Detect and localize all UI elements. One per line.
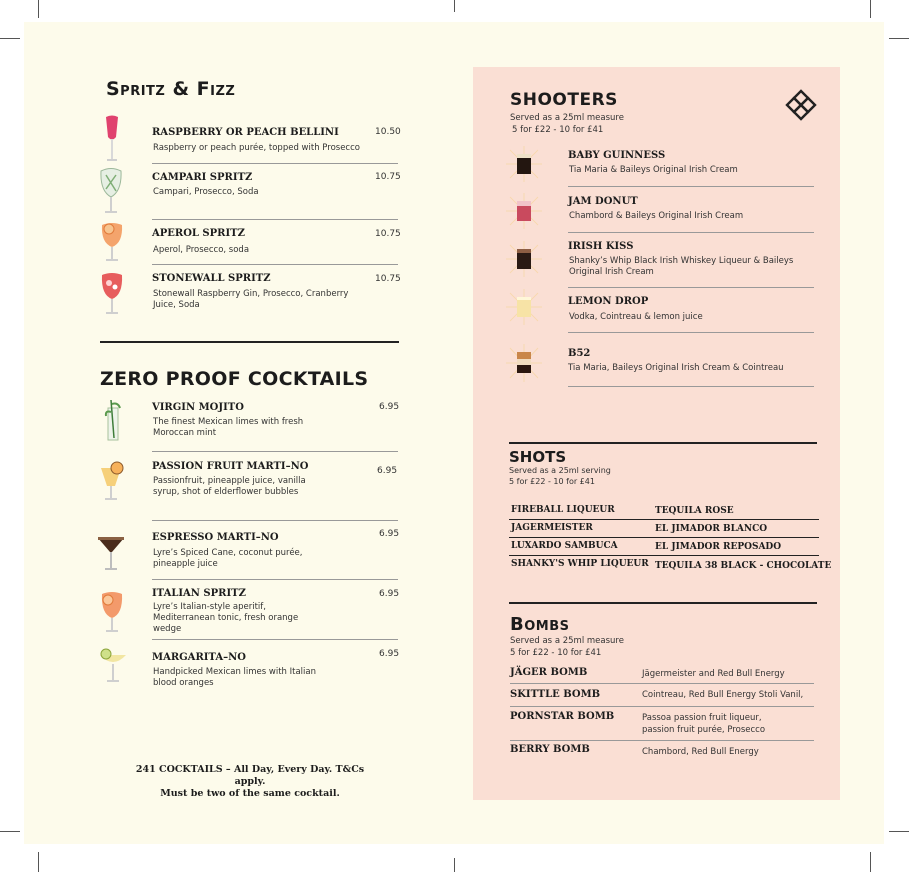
menu-item-desc: Handpicked Mexican limes with Italian blood oranges — [153, 667, 317, 688]
crop-mark — [0, 38, 20, 39]
shot-item: FIREBALL LIQUEUR — [511, 505, 615, 515]
menu-item-price: 6.95 — [379, 649, 400, 659]
passion-fruit-glass-icon — [97, 460, 125, 504]
shot-item: JAGERMEISTER — [511, 523, 593, 533]
jam-donut-shot-icon — [506, 193, 542, 229]
shot-item: LUXARDO SAMBUCA — [511, 541, 618, 551]
shot-item: TEQUILA 38 BLACK - CHOCOLATE — [655, 561, 832, 571]
menu-item-name: RASPBERRY OR PEACH BELLINI — [152, 127, 339, 138]
divider — [152, 264, 398, 265]
divider — [568, 186, 814, 187]
shots-heading: SHOTS — [509, 448, 567, 466]
divider — [509, 555, 819, 556]
crop-mark — [0, 831, 20, 832]
shooter-desc: Chambord & Baileys Original Irish Cream — [569, 211, 744, 221]
section-divider — [100, 341, 399, 343]
zero-proof-heading: ZERO PROOF COCKTAILS — [100, 368, 369, 390]
menu-item-price: 10.50 — [375, 127, 401, 137]
crop-mark — [889, 38, 909, 39]
shooter-name: B52 — [568, 348, 591, 359]
divider — [152, 639, 398, 640]
promo-line: Must be two of the same cocktail. — [160, 788, 340, 799]
italian-spritz-glass-icon — [99, 588, 125, 634]
crop-mark — [38, 0, 39, 18]
crop-mark — [38, 852, 39, 872]
irish-kiss-shot-icon — [506, 241, 542, 277]
divider — [568, 287, 814, 288]
campari-glass-icon — [98, 167, 124, 217]
menu-item-name: STONEWALL SPRITZ — [152, 273, 271, 284]
crop-mark — [889, 831, 909, 832]
menu-item-price: 6.95 — [377, 466, 398, 476]
menu-item-desc: Aperol, Prosecco, soda — [153, 245, 250, 255]
menu-item-name: ESPRESSO MARTI–NO — [152, 532, 279, 543]
menu-item-name: VIRGIN MOJITO — [152, 402, 244, 413]
shooter-desc: Tia Maria & Baileys Original Irish Cream — [569, 165, 738, 175]
menu-item-price: 10.75 — [375, 274, 401, 284]
divider — [568, 386, 814, 387]
divider — [152, 451, 398, 452]
crop-mark — [454, 0, 455, 12]
shooter-name: IRISH KISS — [568, 241, 634, 252]
shooters-note: Served as a 25ml measure — [510, 113, 624, 123]
bomb-desc: Passoa passion fruit liqueur, passion fruit purée, Prosecco — [642, 713, 766, 735]
menu-item-name: APEROL SPRITZ — [152, 228, 245, 239]
bomb-name: PORNSTAR BOMB — [510, 711, 615, 722]
shooter-name: LEMON DROP — [568, 296, 649, 307]
baby-guinness-shot-icon — [506, 146, 542, 182]
shots-note: Served as a 25ml serving — [509, 466, 611, 475]
shooter-name: BABY GUINNESS — [568, 150, 666, 161]
crop-mark — [870, 0, 871, 18]
bombs-heading: Bombs — [510, 614, 570, 635]
aperol-glass-icon — [99, 219, 125, 263]
promo-line: 241 COCKTAILS – All Day, Every Day. T&Cs apply. — [135, 764, 365, 787]
menu-item-desc: Stonewall Raspberry Gin, Prosecco, Cranberry Juice, Soda — [153, 289, 349, 310]
shots-note: 5 for £22 - 10 for £41 — [509, 477, 595, 486]
divider — [510, 740, 814, 741]
bomb-desc: Jägermeister and Red Bull Energy — [642, 669, 785, 679]
shooters-heading: SHOOTERS — [510, 90, 618, 110]
shooter-desc: Shanky’s Whip Black Irish Whiskey Liqueur & Baileys Original Irish Cream — [569, 256, 794, 277]
bomb-name: BERRY BOMB — [510, 744, 590, 755]
shot-item: EL JIMADOR REPOSADO — [655, 542, 782, 552]
bellini-glass-icon — [103, 115, 121, 165]
shot-item: TEQUILA ROSE — [655, 506, 734, 516]
section-divider — [509, 602, 817, 604]
margarita-glass-icon — [98, 647, 128, 687]
section-divider — [509, 442, 817, 444]
divider — [152, 579, 398, 580]
lemon-drop-shot-icon — [506, 289, 542, 325]
crop-mark — [454, 858, 455, 872]
b52-shot-icon — [506, 344, 542, 382]
bomb-desc: Chambord, Red Bull Energy — [642, 747, 759, 757]
divider — [568, 332, 814, 333]
shot-item: EL JIMADOR BLANCO — [655, 524, 768, 534]
mojito-glass-icon — [102, 398, 124, 442]
menu-item-price: 6.95 — [379, 589, 400, 599]
menu-item-desc: Lyre’s Italian-style aperitif, Mediterranean tonic, fresh orange wedge — [153, 602, 299, 634]
divider — [152, 219, 398, 220]
menu-item-desc: Passionfruit, pineapple juice, vanilla syrup, shot of elderflower bubbles — [153, 476, 306, 497]
divider — [152, 520, 398, 521]
bomb-name: SKITTLE BOMB — [510, 689, 601, 700]
shooter-desc: Tia Maria, Baileys Original Irish Cream & Cointreau — [568, 363, 784, 373]
menu-item-name: CAMPARI SPRITZ — [152, 172, 253, 183]
knot-logo-icon — [784, 88, 818, 122]
shot-item: SHANKY'S WHIP LIQUEUR — [511, 559, 649, 569]
bomb-name: JÄGER BOMB — [510, 667, 588, 678]
bombs-note: Served as a 25ml measure — [510, 636, 624, 646]
divider — [510, 706, 814, 707]
menu-item-name: MARGARITA–NO — [152, 652, 246, 663]
menu-item-price: 6.95 — [379, 529, 400, 539]
promo-footer — [120, 764, 380, 800]
menu-item-name: ITALIAN SPRITZ — [152, 588, 246, 599]
divider — [509, 537, 819, 538]
menu-item-price: 6.95 — [379, 402, 400, 412]
menu-item-desc: The finest Mexican limes with fresh Moroccan mint — [153, 417, 304, 438]
divider — [152, 163, 398, 164]
divider — [509, 519, 819, 520]
espresso-martini-glass-icon — [96, 530, 126, 574]
shooter-desc: Vodka, Cointreau & lemon juice — [569, 312, 703, 322]
divider — [568, 232, 814, 233]
menu-item-desc: Raspberry or peach purée, topped with Prosecco — [153, 143, 360, 153]
menu-item-name: PASSION FRUIT MARTI–NO — [152, 461, 309, 472]
menu-item-desc: Campari, Prosecco, Soda — [153, 187, 259, 197]
divider — [510, 683, 814, 684]
menu-item-price: 10.75 — [375, 229, 401, 239]
menu-item-price: 10.75 — [375, 172, 401, 182]
crop-mark — [870, 852, 871, 872]
bombs-note: 5 for £22 - 10 for £41 — [510, 648, 602, 658]
stonewall-glass-icon — [99, 269, 125, 317]
bomb-desc: Cointreau, Red Bull Energy Stoli Vanil, — [642, 690, 804, 700]
spritz-heading: Spritz & Fizz — [106, 78, 236, 100]
shooters-note: 5 for £22 - 10 for £41 — [512, 125, 604, 135]
menu-item-desc: Lyre’s Spiced Cane, coconut purée, pineapple juice — [153, 548, 303, 569]
shooter-name: JAM DONUT — [568, 196, 638, 207]
